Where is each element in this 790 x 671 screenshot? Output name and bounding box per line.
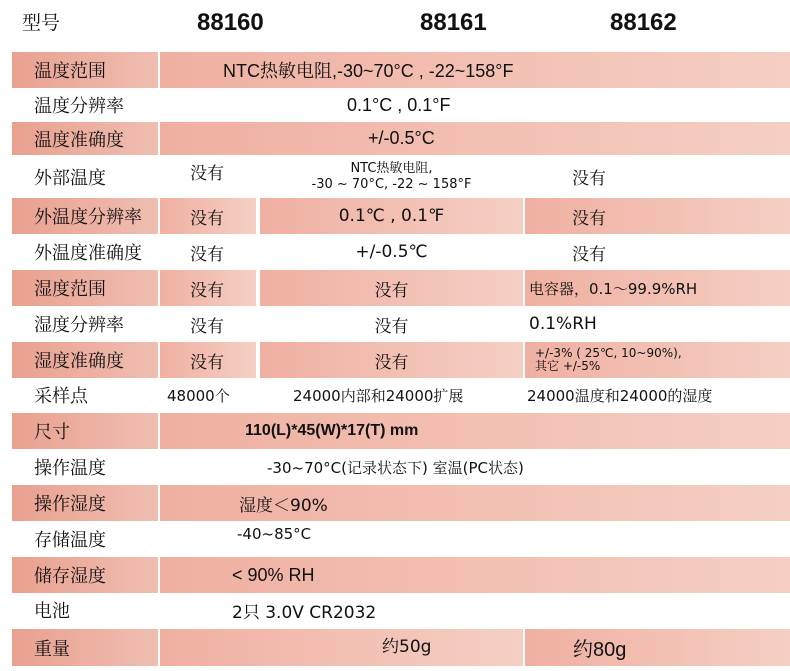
cell-88162: 24000温度和24000的湿度 [527, 386, 713, 405]
row-label: 湿度分辨率 [34, 315, 124, 336]
row-label: 外温度准确度 [34, 243, 142, 264]
row-label: 储存湿度 [12, 557, 158, 593]
cell-88162: 没有 [572, 169, 606, 189]
spec-row-weight [0, 629, 790, 666]
cell-88162: 电容器，0.1～99.9%RH [525, 270, 790, 306]
cell-88162-line1: +/-3% ( 25℃, 10~90%), [535, 346, 682, 360]
cell-88161 [260, 155, 523, 198]
cell-88162: 没有 [525, 198, 790, 234]
row-label: 温度范围 [12, 52, 158, 88]
weight-value-a: 约50g [160, 629, 523, 666]
spec-row-battery [0, 593, 790, 627]
weight-value-b: 约80g [525, 629, 790, 666]
spec-row-temp-range [0, 52, 790, 88]
cell-88162 [525, 342, 790, 378]
row-value: 0.1°C , 0.1°F [347, 94, 451, 115]
cell-88162: 0.1%RH [529, 314, 597, 334]
spec-row-sampling [0, 378, 790, 412]
cell-88162-line2: 其它 +/-5% [535, 359, 601, 373]
row-value: +/-0.5°C [160, 122, 790, 155]
row-label: 操作湿度 [12, 485, 158, 521]
spec-row-temp-accuracy [0, 122, 790, 155]
cell-88160: 没有 [190, 244, 224, 265]
row-label: 重量 [12, 629, 158, 666]
row-label: 操作温度 [34, 458, 106, 479]
row-value: < 90% RH [160, 557, 790, 593]
cell-88160: 没有 [160, 342, 256, 378]
cell-88161: 没有 [374, 316, 409, 337]
spec-row-hum-accuracy [0, 342, 790, 378]
row-value: -30~70°C(记录状态下) 室温(PC状态) [267, 458, 524, 477]
spec-row-temp-resolution [0, 88, 790, 122]
row-label: 存储温度 [34, 530, 106, 551]
row-value: 湿度＜90% [160, 485, 790, 521]
cell-88161-line1: NTC热敏电阻, [350, 160, 433, 176]
model-88161: 88161 [420, 9, 487, 36]
spec-row-hum-range [0, 270, 790, 306]
cell-88161-line2: -30 ~ 70°C, -22 ~ 158°F [311, 176, 472, 192]
row-value: NTC热敏电阻,-30~70°C , -22~158°F [160, 52, 790, 88]
model-88162: 88162 [610, 9, 677, 36]
spec-row-op-humidity [0, 485, 790, 521]
cell-88162: 没有 [572, 244, 606, 265]
row-label: 尺寸 [12, 413, 158, 449]
cell-88160: 没有 [190, 164, 224, 184]
row-label: 湿度准确度 [12, 342, 158, 378]
model-88160: 88160 [197, 9, 264, 36]
model-label: 型号 [22, 12, 61, 34]
row-label: 温度分辨率 [34, 96, 124, 117]
cell-88160: 没有 [160, 270, 256, 306]
spec-row-hum-resolution [0, 306, 790, 342]
row-label: 外部温度 [34, 167, 106, 189]
row-label: 外温度分辨率 [12, 198, 158, 234]
cell-88161: 24000内部和24000扩展 [293, 386, 464, 405]
cell-88161: +/-0.5℃ [355, 242, 428, 262]
row-label: 电池 [34, 601, 70, 622]
cell-88160: 没有 [190, 316, 224, 337]
row-value: 110(L)*45(W)*17(T) mm [160, 413, 790, 449]
spec-row-ext-temp-resolution [0, 198, 790, 234]
cell-88160: 48000个 [167, 386, 230, 405]
spec-row-storage-humidity [0, 557, 790, 593]
spec-row-op-temp [0, 449, 790, 485]
row-value: 2只 3.0V CR2032 [232, 602, 377, 623]
spec-row-ext-temp [0, 155, 790, 198]
cell-88161: 没有 [260, 270, 523, 306]
model-header [0, 0, 790, 48]
cell-88161: 0.1℃ , 0.1℉ [260, 198, 523, 234]
cell-88160: 没有 [160, 198, 256, 234]
row-label: 温度准确度 [12, 122, 158, 155]
cell-88161: 没有 [260, 342, 523, 378]
spec-row-ext-temp-accuracy [0, 234, 790, 270]
row-label: 采样点 [34, 386, 88, 407]
spec-row-storage-temp [0, 521, 790, 557]
row-value: -40~85°C [237, 525, 312, 543]
row-label: 湿度范围 [12, 270, 158, 306]
spec-row-size [0, 413, 790, 449]
